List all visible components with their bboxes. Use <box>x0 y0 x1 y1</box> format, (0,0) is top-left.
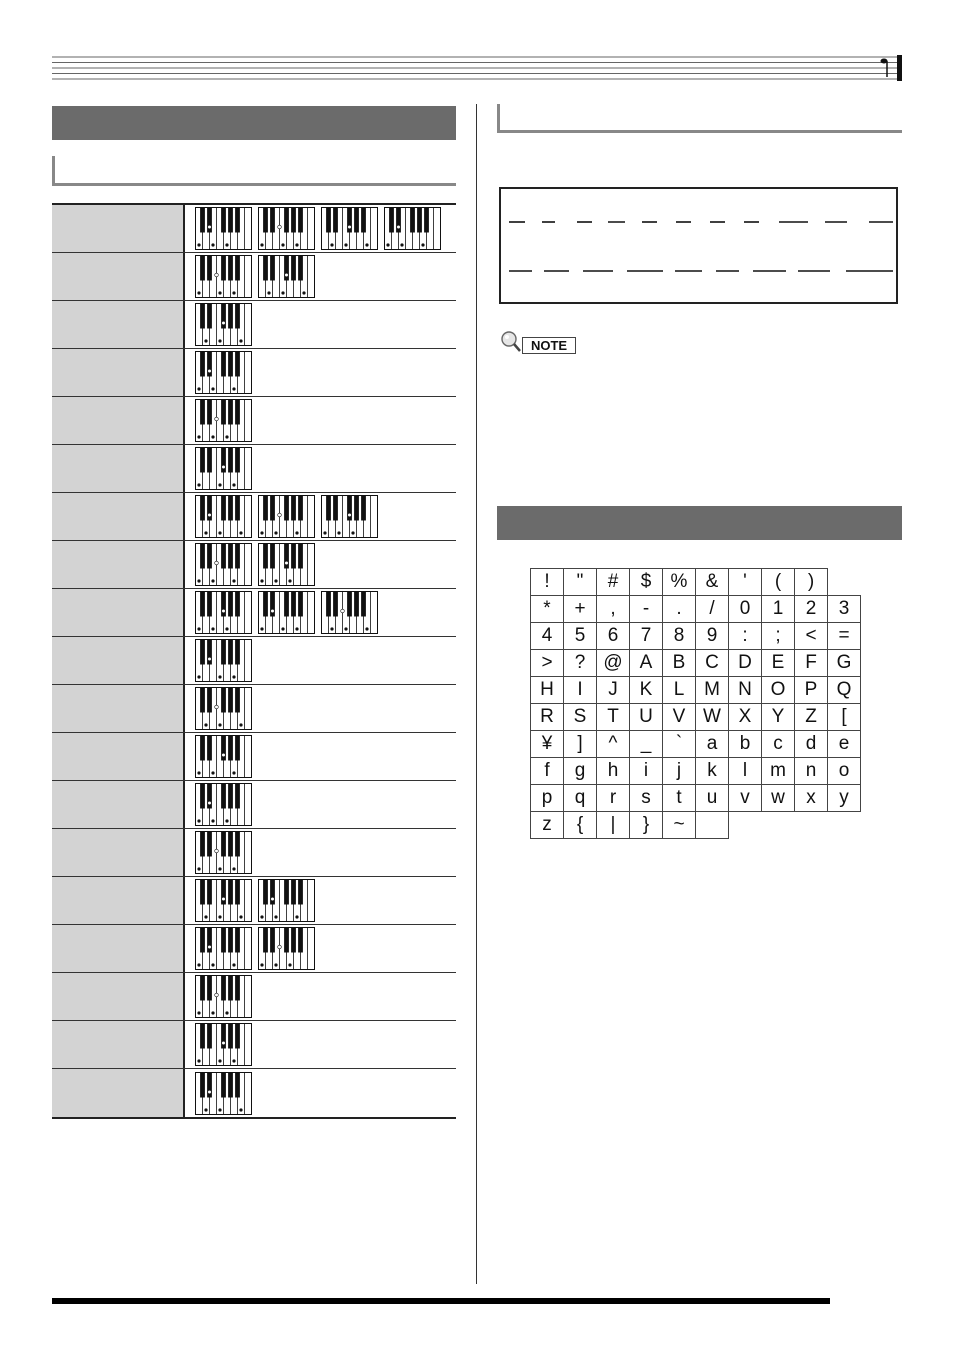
character-row <box>531 758 861 785</box>
character-cell: ` <box>663 731 696 758</box>
keyboard-diagram <box>195 543 252 586</box>
empty-cell <box>795 812 828 839</box>
character-cell: M <box>696 677 729 704</box>
chord-fingering-table <box>52 203 456 1119</box>
empty-cell <box>828 812 861 839</box>
character-cell: v <box>729 785 762 812</box>
character-cell: 9 <box>696 623 729 650</box>
character-cell: C <box>696 650 729 677</box>
chord-row <box>52 541 456 589</box>
chord-diagram-cell <box>185 685 456 732</box>
character-cell: Y <box>762 704 795 731</box>
keyboard-diagram <box>258 495 315 538</box>
keyboard-diagram <box>321 207 378 250</box>
character-cell: 2 <box>795 596 828 623</box>
chord-name-cell <box>52 733 185 780</box>
character-cell: ! <box>531 569 564 596</box>
chord-diagram-cell <box>185 253 456 300</box>
chord-row <box>52 781 456 829</box>
keyboard-diagram <box>258 591 315 634</box>
character-cell: 3 <box>828 596 861 623</box>
character-cell: n <box>795 758 828 785</box>
character-cell: V <box>663 704 696 731</box>
subsection-header-right <box>497 104 902 133</box>
character-cell: ( <box>762 569 795 596</box>
character-cell: @ <box>597 650 630 677</box>
character-cell: x <box>795 785 828 812</box>
chord-row <box>52 685 456 733</box>
character-row <box>531 569 861 596</box>
chord-name-cell <box>52 349 185 396</box>
keyboard-diagram <box>195 207 252 250</box>
character-cell: d <box>795 731 828 758</box>
chord-row <box>52 301 456 349</box>
character-cell: : <box>729 623 762 650</box>
character-cell: + <box>564 596 597 623</box>
chord-name-cell <box>52 925 185 972</box>
character-cell: p <box>531 785 564 812</box>
keyboard-diagram <box>195 351 252 394</box>
keyboard-diagram <box>195 1072 252 1115</box>
character-cell: 0 <box>729 596 762 623</box>
character-cell: I <box>564 677 597 704</box>
character-cell: , <box>597 596 630 623</box>
chord-name-cell <box>52 829 185 876</box>
keyboard-diagram <box>384 207 441 250</box>
character-cell: ^ <box>597 731 630 758</box>
character-cell: & <box>696 569 729 596</box>
character-cell: W <box>696 704 729 731</box>
chord-name-cell <box>52 877 185 924</box>
character-cell: ; <box>762 623 795 650</box>
chord-row <box>52 973 456 1021</box>
character-cell: ¥ <box>531 731 564 758</box>
chord-diagram-cell <box>185 205 456 252</box>
character-cell: { <box>564 812 597 839</box>
character-cell: P <box>795 677 828 704</box>
character-cell: ? <box>564 650 597 677</box>
character-row <box>531 731 861 758</box>
keyboard-diagram <box>321 495 378 538</box>
character-cell: 6 <box>597 623 630 650</box>
character-row <box>531 785 861 812</box>
character-cell: w <box>762 785 795 812</box>
character-cell: ) <box>795 569 828 596</box>
subsection-header-left <box>52 156 456 186</box>
keyboard-diagram <box>195 831 252 874</box>
chord-name-cell <box>52 541 185 588</box>
character-cell: K <box>630 677 663 704</box>
character-cell <box>696 812 729 839</box>
section-header-bar-left <box>52 106 456 140</box>
keyboard-diagram <box>321 591 378 634</box>
character-cell: i <box>630 758 663 785</box>
chord-name-cell <box>52 589 185 636</box>
character-cell: $ <box>630 569 663 596</box>
character-cell: 4 <box>531 623 564 650</box>
chord-row <box>52 349 456 397</box>
character-cell: q <box>564 785 597 812</box>
character-cell: - <box>630 596 663 623</box>
character-cell: j <box>663 758 696 785</box>
chord-row <box>52 1069 456 1117</box>
character-row <box>531 704 861 731</box>
character-cell: | <box>597 812 630 839</box>
keyboard-diagram <box>195 687 252 730</box>
character-cell: Q <box>828 677 861 704</box>
character-cell: z <box>531 812 564 839</box>
empty-cell <box>828 569 861 596</box>
keyboard-diagram <box>195 447 252 490</box>
character-cell: 7 <box>630 623 663 650</box>
character-cell: < <box>795 623 828 650</box>
character-cell: m <box>762 758 795 785</box>
character-cell: L <box>663 677 696 704</box>
character-cell: O <box>762 677 795 704</box>
chord-row <box>52 829 456 877</box>
character-cell: U <box>630 704 663 731</box>
keyboard-diagram <box>258 879 315 922</box>
character-cell: 1 <box>762 596 795 623</box>
keyboard-diagram <box>195 783 252 826</box>
chord-diagram-cell <box>185 1069 456 1117</box>
chord-row <box>52 493 456 541</box>
keyboard-diagram <box>195 303 252 346</box>
keyboard-diagram <box>258 207 315 250</box>
character-cell: o <box>828 758 861 785</box>
chord-diagram-cell <box>185 637 456 684</box>
character-cell: N <box>729 677 762 704</box>
footer-rule <box>52 1298 830 1304</box>
chord-row <box>52 733 456 781</box>
character-cell: 5 <box>564 623 597 650</box>
character-cell: F <box>795 650 828 677</box>
section-header-bar-right <box>497 506 902 540</box>
character-cell: [ <box>828 704 861 731</box>
chord-diagram-cell <box>185 781 456 828</box>
character-cell: J <box>597 677 630 704</box>
character-cell: D <box>729 650 762 677</box>
keyboard-diagram <box>195 735 252 778</box>
character-row <box>531 677 861 704</box>
display-segments <box>501 189 896 302</box>
character-cell: t <box>663 785 696 812</box>
display-character-box <box>499 187 898 304</box>
chord-row <box>52 205 456 253</box>
keyboard-diagram <box>195 975 252 1018</box>
chord-diagram-cell <box>185 493 456 540</box>
keyboard-diagram <box>195 879 252 922</box>
character-cell: . <box>663 596 696 623</box>
keyboard-diagram <box>195 1023 252 1066</box>
chord-name-cell <box>52 1021 185 1068</box>
character-cell: 8 <box>663 623 696 650</box>
keyboard-diagram <box>258 927 315 970</box>
chord-diagram-cell <box>185 589 456 636</box>
chord-diagram-cell <box>185 733 456 780</box>
keyboard-diagram <box>195 927 252 970</box>
chord-name-cell <box>52 493 185 540</box>
character-cell: B <box>663 650 696 677</box>
character-cell: e <box>828 731 861 758</box>
character-cell: f <box>531 758 564 785</box>
character-row <box>531 650 861 677</box>
chord-name-cell <box>52 685 185 732</box>
character-cell: s <box>630 785 663 812</box>
keyboard-diagram <box>258 543 315 586</box>
character-cell: ' <box>729 569 762 596</box>
keyboard-diagram <box>195 495 252 538</box>
character-cell: y <box>828 785 861 812</box>
chord-name-cell <box>52 253 185 300</box>
character-cell: k <box>696 758 729 785</box>
character-cell: S <box>564 704 597 731</box>
chord-name-cell <box>52 445 185 492</box>
chord-row <box>52 253 456 301</box>
chord-name-cell <box>52 205 185 252</box>
character-cell: > <box>531 650 564 677</box>
character-cell: # <box>597 569 630 596</box>
chord-row <box>52 589 456 637</box>
chord-diagram-cell <box>185 877 456 924</box>
chord-name-cell <box>52 397 185 444</box>
chord-diagram-cell <box>185 397 456 444</box>
chord-diagram-cell <box>185 829 456 876</box>
character-cell: ] <box>564 731 597 758</box>
keyboard-diagram <box>195 639 252 682</box>
keyboard-diagram <box>258 255 315 298</box>
chord-diagram-cell <box>185 301 456 348</box>
character-cell: / <box>696 596 729 623</box>
character-cell: T <box>597 704 630 731</box>
chord-row <box>52 445 456 493</box>
chord-diagram-cell <box>185 925 456 972</box>
chord-diagram-cell <box>185 349 456 396</box>
chord-name-cell <box>52 1069 185 1117</box>
character-row <box>531 623 861 650</box>
character-cell: " <box>564 569 597 596</box>
character-cell: a <box>696 731 729 758</box>
character-cell: G <box>828 650 861 677</box>
keyboard-diagram <box>195 399 252 442</box>
character-cell: r <box>597 785 630 812</box>
character-cell: Z <box>795 704 828 731</box>
character-cell: X <box>729 704 762 731</box>
header-staff <box>52 55 904 81</box>
character-cell: b <box>729 731 762 758</box>
column-divider <box>476 104 477 1284</box>
chord-name-cell <box>52 637 185 684</box>
keyboard-diagram <box>195 255 252 298</box>
character-cell: g <box>564 758 597 785</box>
character-cell: } <box>630 812 663 839</box>
character-cell: c <box>762 731 795 758</box>
character-cell: R <box>531 704 564 731</box>
chord-name-cell <box>52 781 185 828</box>
character-cell: = <box>828 623 861 650</box>
keyboard-diagram <box>195 591 252 634</box>
character-cell: % <box>663 569 696 596</box>
character-cell: H <box>531 677 564 704</box>
chord-name-cell <box>52 973 185 1020</box>
character-table <box>530 568 861 839</box>
note-label: NOTE <box>522 337 576 354</box>
chord-name-cell <box>52 301 185 348</box>
chord-row <box>52 397 456 445</box>
chord-row <box>52 877 456 925</box>
character-cell: * <box>531 596 564 623</box>
character-cell: ~ <box>663 812 696 839</box>
empty-cell <box>729 812 762 839</box>
chord-row <box>52 925 456 973</box>
chord-row <box>52 637 456 685</box>
character-cell: _ <box>630 731 663 758</box>
chord-diagram-cell <box>185 973 456 1020</box>
character-row <box>531 812 861 839</box>
chord-diagram-cell <box>185 445 456 492</box>
chord-diagram-cell <box>185 541 456 588</box>
character-cell: A <box>630 650 663 677</box>
character-cell: u <box>696 785 729 812</box>
character-cell: h <box>597 758 630 785</box>
chord-row <box>52 1021 456 1069</box>
chord-diagram-cell <box>185 1021 456 1068</box>
character-cell: l <box>729 758 762 785</box>
character-cell: E <box>762 650 795 677</box>
character-row <box>531 596 861 623</box>
empty-cell <box>762 812 795 839</box>
